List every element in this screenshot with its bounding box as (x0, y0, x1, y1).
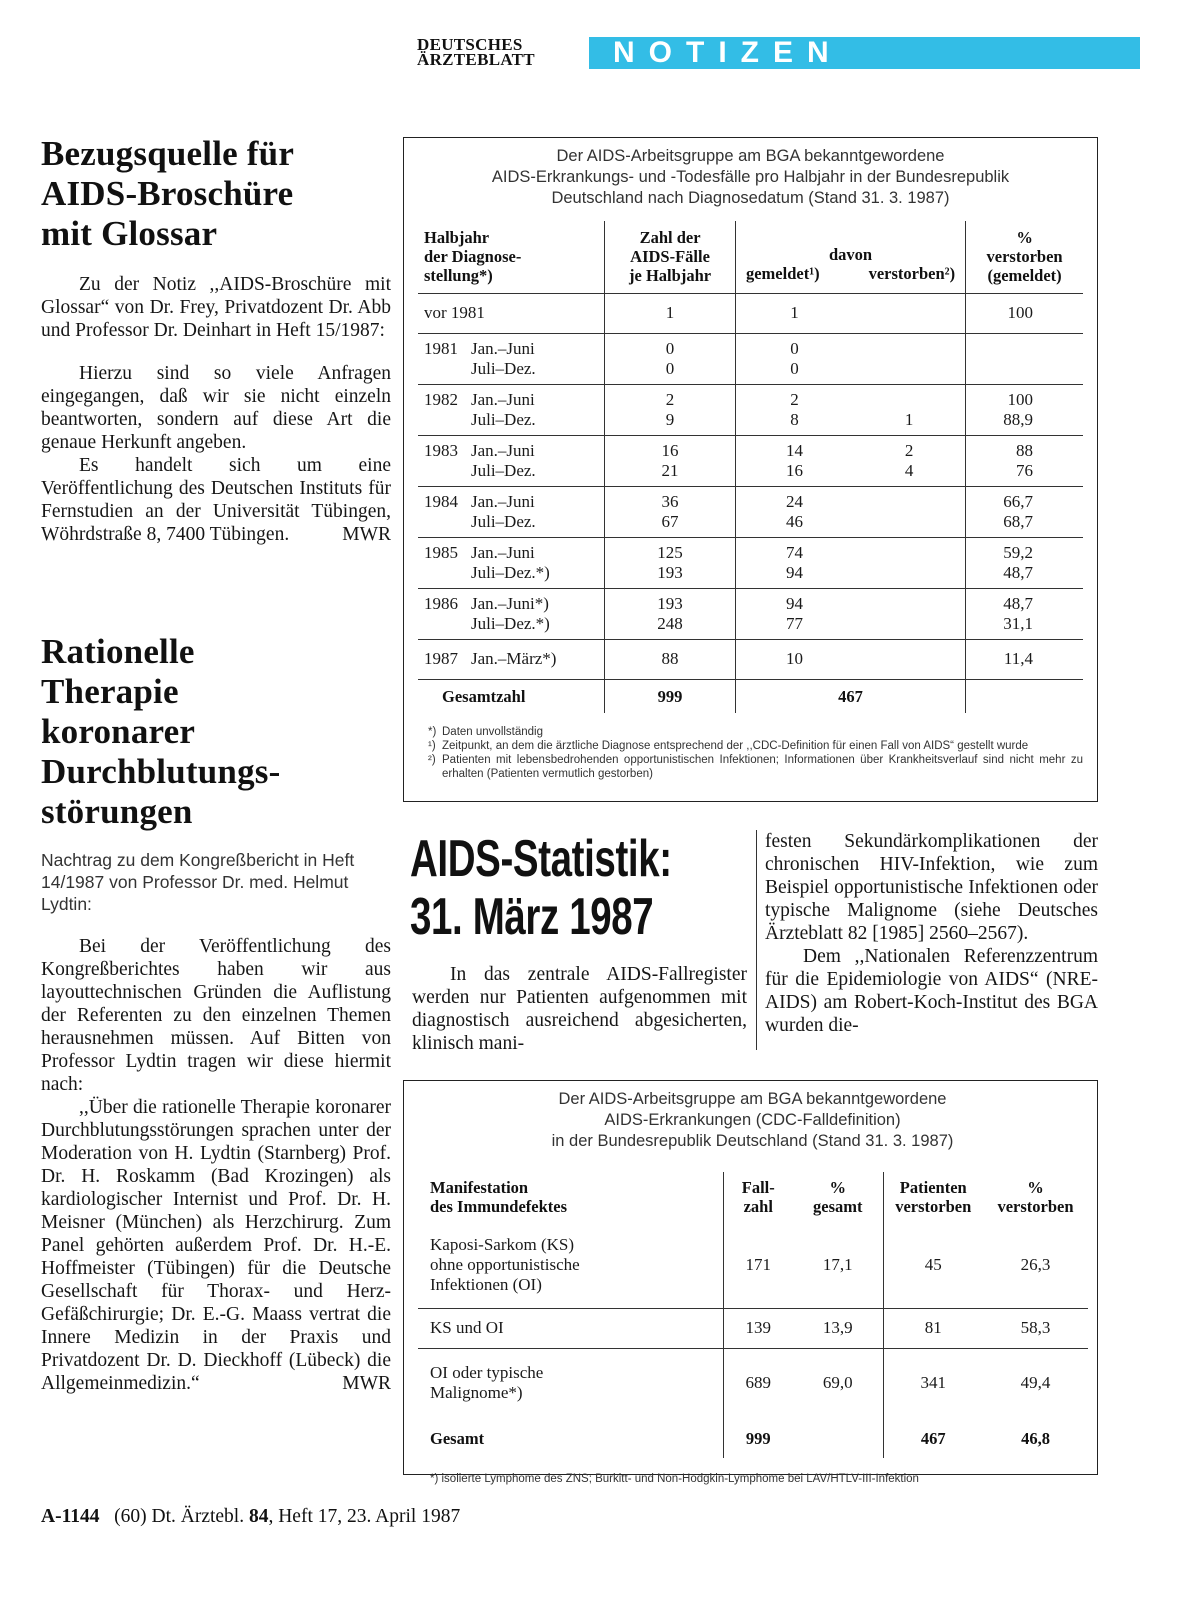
cell-stack (966, 339, 1083, 379)
table2-cell-cases: 171 (723, 1222, 793, 1308)
footer-issue: , Heft 17, 23. April 1987 (268, 1506, 461, 1527)
table2-cell-pct-died: 49,4 (1020, 1373, 1051, 1393)
cell-stack: 88 (661, 649, 679, 668)
table1-row (418, 486, 1083, 537)
table2-row (418, 1348, 1088, 1418)
table1-cell-halbjahr (418, 537, 605, 588)
table1-body (418, 293, 1083, 713)
cell-stack (853, 339, 965, 379)
table1-footnote: ¹) Zeitpunkt, an dem die ärztliche Diagnose entsprechend der ,,CDC-Definition für einen Fall von AIDS“ gestellt wurde (428, 740, 1029, 752)
table1-year: 1985 (424, 542, 458, 562)
cell-stack (853, 543, 965, 583)
cell-stack: 14 16 (786, 440, 804, 480)
article1-p3: Es handelt sich um eine Veröffentlichung des Deutschen Instituts für Fernstudien an der Universität Tübingen, Wöhrdstraße 8, 7400 Tübingen. (41, 455, 391, 545)
table2-header-pct-died: % verstorben (997, 1178, 1074, 1216)
table1-cell-halbjahr (418, 384, 605, 435)
table2-row (418, 1222, 1088, 1308)
article1-p3-block (41, 454, 391, 546)
column-divider (756, 830, 757, 1050)
table1-cell-pct (966, 486, 1083, 537)
table1-cell-died (853, 333, 966, 384)
table1-cell-reported (735, 435, 853, 486)
table1-cell-pct (966, 435, 1083, 486)
table1-header-cases: Zahl der AIDS-Fälle je Halbjahr (605, 221, 736, 293)
cell-stack: Jan.–Juni Juli–Dez. (471, 491, 536, 531)
table2-cell-manifestation (418, 1308, 723, 1348)
table1-year: 1986 (424, 593, 458, 613)
table1-cell-pct (966, 333, 1083, 384)
table2-cell-died: 81 (883, 1308, 983, 1348)
table1-cell-cases (605, 588, 736, 639)
cell-stack: 0 0 (790, 338, 799, 378)
cell-stack: 94 77 (786, 593, 804, 633)
table1-header-row (418, 221, 1083, 293)
cell-stack: 36 67 (661, 491, 679, 531)
table2-row (418, 1308, 1088, 1348)
table1-year: 1982 (424, 389, 458, 409)
masthead (417, 37, 1140, 71)
article3-title: AIDS-Statistik: 31. März 1987 (410, 830, 672, 946)
table1 (418, 221, 1083, 713)
table1-row (418, 639, 1083, 679)
table2-footnote: *) isolierte Lymphome des ZNS; Burkitt- und Non-Hodgkin-Lymphome bei LAV/HTLV-III-Infektion (430, 1473, 919, 1485)
cell-stack (853, 303, 965, 323)
table1-cell-halbjahr (418, 293, 605, 333)
cell-stack: 88 76 (1016, 440, 1033, 480)
table1-row (418, 435, 1083, 486)
cell-stack: 66,7 68,7 (1003, 491, 1033, 531)
table1-header-pct: % verstorben (gemeldet) (966, 221, 1083, 293)
cell-stack: 10 (786, 649, 804, 668)
cell-stack: 24 46 (786, 491, 804, 531)
table1-cell-reported (735, 293, 853, 333)
table1-row (418, 333, 1083, 384)
cell-stack: Jan.–März*) (471, 649, 557, 668)
table1-header-verstorben: verstorben²) (868, 263, 956, 283)
cell-stack: KS und OI (430, 1318, 504, 1337)
cell-stack: Jan.–Juni*) Juli–Dez.*) (471, 593, 550, 633)
table1-cell-halbjahr (418, 333, 605, 384)
table1-cell-died (853, 588, 966, 639)
table1-cell-halbjahr (418, 486, 605, 537)
table1-cell-halbjahr (418, 435, 605, 486)
table1-year: vor 1981 (424, 303, 485, 322)
page-number: A-1144 (41, 1506, 100, 1527)
table1-cell-reported (735, 537, 853, 588)
table2-cell-pct: 69,0 (793, 1348, 883, 1418)
table1-cell-cases (605, 486, 736, 537)
brand-line2: ÄRZTEBLATT (417, 50, 535, 69)
footer-source: (60) Dt. Ärztebl. (114, 1506, 245, 1527)
article2-intro: Nachtrag zu dem Kongreßbericht in Heft 14/1987 von Professor Dr. med. Helmut Lydtin: (41, 850, 355, 914)
table1-header-davon: davon gemeldet¹) verstorben²) (735, 221, 965, 293)
section-banner: NOTIZEN (589, 37, 1140, 69)
table1-cell-died (853, 486, 966, 537)
article1-p1: Zu der Notiz ,,AIDS-Broschüre mit Glossar“ von Dr. Frey, Privatdozent Dr. Abb und Professor Dr. Deinhart in Heft 15/1987: (41, 274, 391, 341)
table1-cell-cases (605, 384, 736, 435)
cell-stack: 1 (904, 409, 914, 429)
cell-stack (853, 492, 965, 532)
cell-stack: 74 94 (786, 542, 804, 582)
table1-row (418, 537, 1083, 588)
cell-stack: 2 9 (665, 389, 675, 429)
cell-stack: 16 21 (661, 440, 679, 480)
table1-cell-cases (605, 435, 736, 486)
cell-stack (853, 649, 965, 669)
table1-total-cases: 999 (605, 679, 736, 713)
footer-volume: 84 (248, 1506, 269, 1527)
cell-stack: 125 193 (657, 542, 683, 582)
table2-header-row (418, 1172, 1088, 1222)
table2-header-manifestation: Manifestation des Immundefektes (418, 1172, 723, 1222)
table2-total-died: 467 (920, 1428, 946, 1448)
cell-stack: 2 8 (790, 389, 799, 429)
table2-total-pct-died: 46,8 (1021, 1428, 1050, 1448)
table1-total-row (418, 679, 1083, 713)
table2-cell-died: 341 (920, 1373, 946, 1393)
article3-right-column (765, 830, 1098, 1037)
table1-footnote: ²) Patienten mit lebensbedrohenden opportunistischen Infektionen; Informationen über Krankheitsverlauf sind nicht mehr zu erhalten (Patienten vermutlich gestorben) (428, 754, 1083, 780)
page-footer (41, 1506, 460, 1528)
table2-caption: Der AIDS-Arbeitsgruppe am BGA bekanntgewordene AIDS-Erkrankungen (CDC-Falldefinition) in der Bundesrepublik Deutschland (Stand 31. 3. 1987) (551, 1090, 954, 1150)
article2-p2: ,,Über die rationelle Therapie koronarer Durchblutungsstörungen sprachen unter der Moderation von H. Lydtin (Starnberg) Prof. Dr. H. Roskamm (Bad Krozingen) als kardiologischer Internist und Prof. Dr. H. Meisner (München) als Herzchirurg. Zum Panel gehörten außerdem Prof. Dr. H.-E. Hoffmeister (Tübingen) für die Deutsche Gesellschaft für Thorax- und Herz-Gefäßchirurgie; Dr. E.-G. Maass vertrat die Innere Medizin in der Praxis und Privatdozent Dr. D. Dieckhoff (Lübeck) die Allgemeinmedizin.“ (41, 1097, 391, 1394)
table1-cell-reported (735, 333, 853, 384)
table1-row (418, 384, 1083, 435)
left-column (41, 134, 391, 1395)
table1-box (403, 137, 1098, 802)
table1-year: 1987 (424, 649, 458, 668)
table1-cell-pct (966, 639, 1083, 679)
table1-row (418, 588, 1083, 639)
table2-cell-cases: 139 (723, 1308, 793, 1348)
cell-stack: Jan.–Juni Juli–Dez. (471, 440, 536, 480)
article1-signature: MWR (342, 524, 391, 545)
cell-stack: OI oder typische Malignome*) (430, 1363, 544, 1403)
cell-stack: 48,7 31,1 (1003, 593, 1033, 633)
table1-year: 1983 (424, 440, 458, 460)
table2-body (418, 1222, 1088, 1458)
table2-total-label: Gesamt (418, 1418, 723, 1458)
table2 (418, 1172, 1088, 1458)
cell-stack (853, 594, 965, 634)
table1-header-gemeldet: gemeldet¹) (745, 263, 820, 283)
cell-stack: 0 0 (665, 338, 675, 378)
table2-cell-cases: 689 (745, 1373, 771, 1393)
table1-cell-died (853, 293, 966, 333)
cell-stack: 1 (665, 303, 675, 322)
article2-signature: MWR (342, 1373, 391, 1394)
table1-cell-reported (735, 639, 853, 679)
table1-cell-halbjahr (418, 639, 605, 679)
cell-stack: 2 4 (904, 440, 914, 480)
article3-p1-left: In das zentrale AIDS-Fallregister werden nur Patienten aufgenommen mit diagnostisch ausreichend abgesicherten, klinisch mani- (412, 964, 747, 1054)
article1-p2: Hierzu sind so viele Anfragen eingegangen, daß wir sie nicht einzeln beantworten, sondern auf diese Art die genaue Herkunft angeben. (41, 363, 391, 453)
article3-p2: Dem ,,Nationalen Referenzzentrum für die Epidemiologie von AIDS“ (NRE-AIDS) am Robert-Koch-Institut des BGA wurden die- (765, 946, 1098, 1036)
table1-cell-pct (966, 384, 1083, 435)
brand-line1: DEUTSCHES (417, 35, 523, 54)
table1-caption: Der AIDS-Arbeitsgruppe am BGA bekanntgewordene AIDS-Erkrankungs- und -Todesfälle pro Halbjahr in der Bundesrepublik Deutschland nach Diagnosedatum (Stand 31. 3. 1987) (491, 147, 1010, 207)
table1-cell-died (853, 639, 966, 679)
table1-cell-reported (735, 384, 853, 435)
table1-footnote: *) Daten unvollständig (428, 726, 544, 738)
table1-cell-pct (966, 588, 1083, 639)
table1-cell-cases (605, 293, 736, 333)
table1-row (418, 293, 1083, 333)
cell-stack: 193 248 (657, 593, 683, 633)
table1-cell-pct (966, 537, 1083, 588)
table1-cell-cases (605, 333, 736, 384)
cell-stack: Jan.–Juni Juli–Dez. (471, 338, 536, 378)
table1-cell-halbjahr (418, 588, 605, 639)
cell-stack: 59,2 48,7 (1003, 542, 1033, 582)
cell-stack: 11,4 (1003, 649, 1033, 668)
cell-stack: Jan.–Juni Juli–Dez. (471, 389, 536, 429)
table2-header-died: Patienten verstorben (895, 1178, 972, 1216)
table1-header-halbjahr: Halbjahr der Diagnose- stellung*) (418, 221, 605, 293)
journal-logo (417, 37, 587, 67)
table1-cell-died (853, 435, 966, 486)
table2-cell-pct-died: 58,3 (983, 1308, 1088, 1348)
table1-cell-died (853, 537, 966, 588)
table2-cell-manifestation (418, 1222, 723, 1308)
cell-stack: Jan.–Juni Juli–Dez.*) (471, 542, 550, 582)
table2-cell-pct: 13,9 (793, 1308, 883, 1348)
table1-year: 1984 (424, 491, 458, 511)
cell-stack: 100 (1007, 303, 1033, 322)
table2-box (403, 1080, 1098, 1485)
cell-stack: 100 88,9 (1003, 389, 1033, 429)
table1-cell-pct (966, 293, 1083, 333)
table2-cell-pct-died: 26,3 (983, 1222, 1088, 1308)
table2-total-pct (793, 1418, 883, 1458)
table1-cell-reported (735, 486, 853, 537)
table1-year: 1981 (424, 338, 458, 358)
table1-cell-cases (605, 537, 736, 588)
cell-stack: 1 (790, 303, 799, 322)
table1-total-pct (966, 679, 1083, 713)
table2-cell-manifestation (418, 1348, 723, 1418)
table1-cell-cases (605, 639, 736, 679)
cell-stack: Kaposi-Sarkom (KS) ohne opportunistische Infektionen (OI) (430, 1234, 580, 1294)
table2-cell-pct: 17,1 (793, 1222, 883, 1308)
article3-p1-right: festen Sekundärkomplikationen der chronischen HIV-Infektion, wie zum Beispiel opportunistische Infektionen oder typische Malignome (siehe Deutsches Ärzteblatt 82 [1985] 2560–2567). (765, 831, 1098, 944)
article1-title: Bezugsquelle für AIDS-Broschüre mit Glossar (41, 134, 295, 253)
table2-total-cases: 999 (745, 1428, 771, 1448)
table2-header-cases: Fall- zahl (741, 1178, 775, 1216)
table1-total-davon: 467 (735, 679, 965, 713)
table2-header-pct: % gesamt (793, 1172, 883, 1222)
table1-footnotes (418, 725, 1083, 781)
table1-cell-died (853, 384, 966, 435)
table1-total-label: Gesamtzahl (418, 679, 605, 713)
article2-p1: Bei der Veröffentlichung des Kongreßberichtes haben wir aus layouttechnischen Gründen die Auflistung der Referenten zu den einzelnen Themen herausnehmen müssen. Auf Bitten von Professor Lydtin tragen wir diese hiermit nach: (41, 936, 391, 1095)
table2-cell-died: 45 (883, 1222, 983, 1308)
table2-total-row (418, 1418, 1088, 1458)
article2-title: Rationelle Therapie koronarer Durchblutungs- störungen (41, 632, 281, 831)
table1-cell-reported (735, 588, 853, 639)
